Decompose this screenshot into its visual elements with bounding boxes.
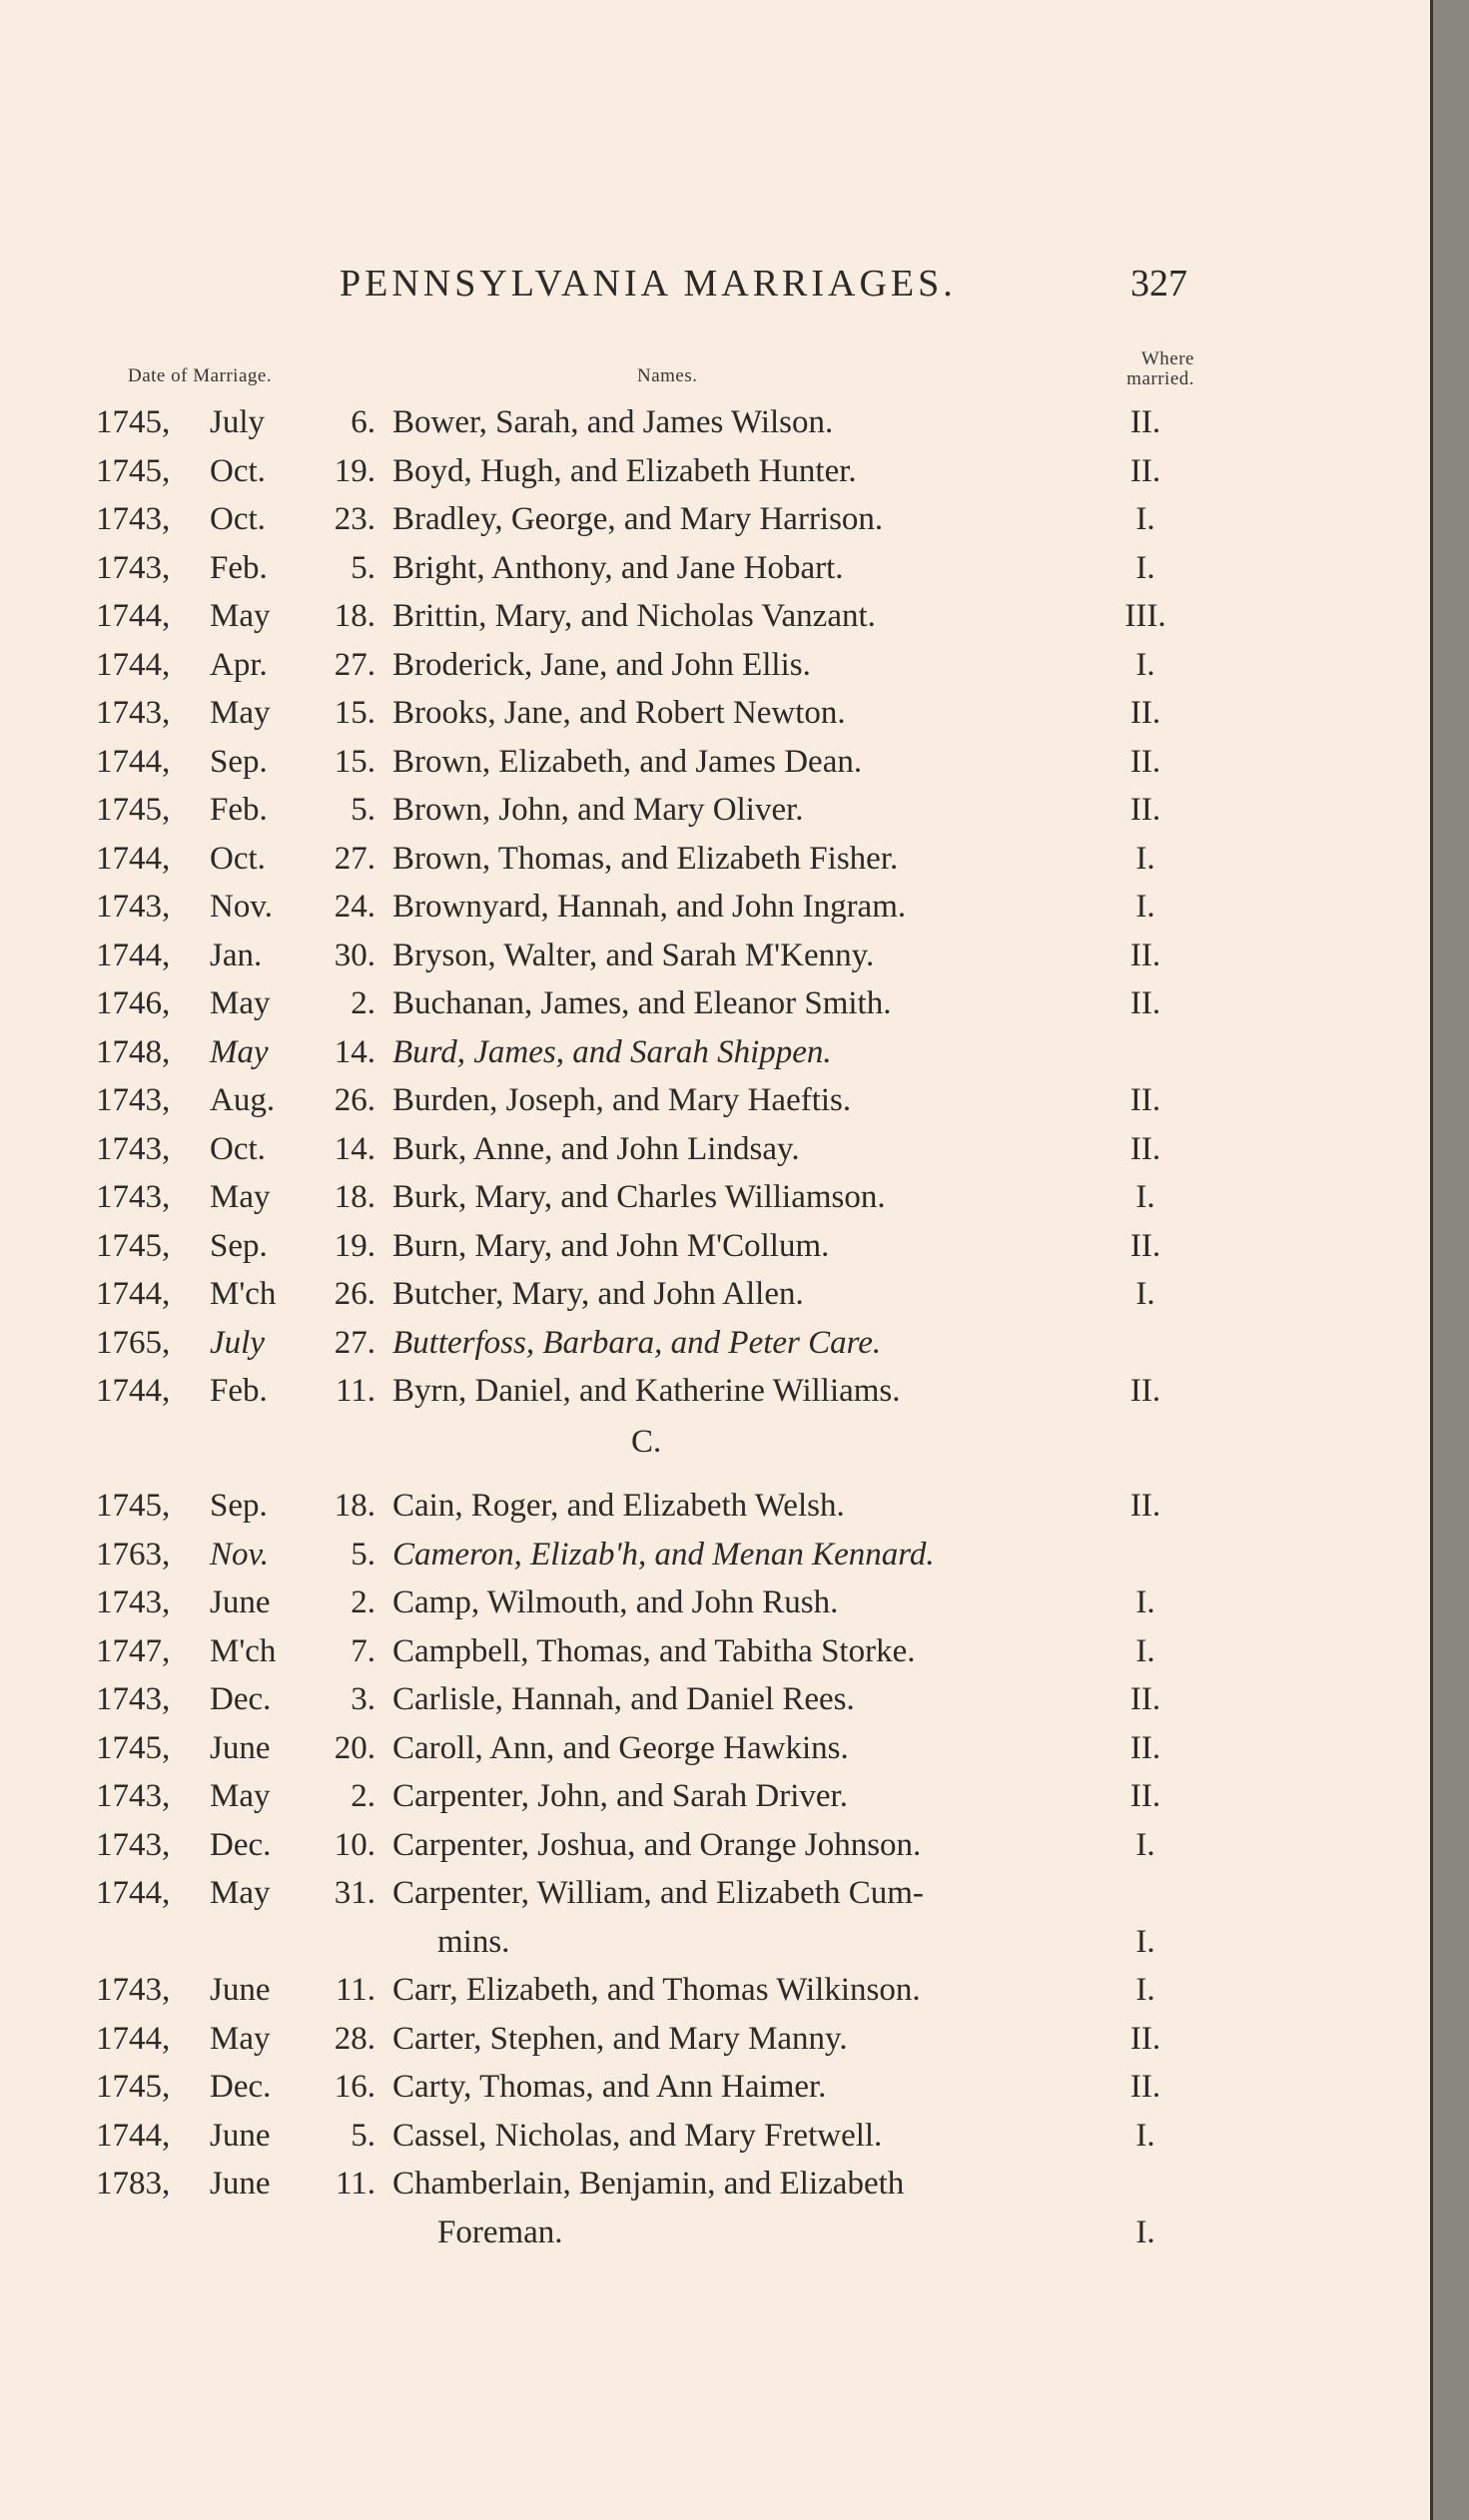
entry-month: Oct. — [210, 501, 266, 537]
column-header-names: Names. — [637, 365, 698, 386]
table-row — [0, 1875, 1430, 1923]
entry-month: May — [210, 1033, 269, 1070]
entry-day: 14. — [334, 1033, 375, 1070]
entry-day: 19. — [334, 1227, 375, 1264]
entry-where: II. — [1129, 2069, 1161, 2105]
entry-year: 1745, — [96, 404, 171, 440]
entry-year: 1745, — [96, 2069, 171, 2105]
entry-year: 1743, — [96, 501, 171, 537]
table-row — [0, 938, 1430, 985]
column-header-where-line1: Where — [1140, 348, 1194, 369]
entry-year: 1743, — [96, 1082, 171, 1118]
entry-year: 1744, — [96, 2117, 171, 2154]
entry-names: Boyd, Hugh, and Elizabeth Hunter. — [392, 452, 857, 489]
page-number: 327 — [1130, 263, 1187, 305]
entry-day: 10. — [334, 1826, 375, 1863]
entry-year: 1744, — [96, 937, 171, 973]
entry-day: 2. — [351, 1778, 375, 1814]
entry-names: Brown, Thomas, and Elizabeth Fisher. — [392, 840, 899, 877]
entry-day: 28. — [334, 2020, 375, 2057]
entry-month: May — [210, 598, 271, 634]
entry-day: 18. — [334, 1488, 375, 1524]
entry-month: June — [210, 2166, 271, 2202]
entry-names: Burk, Anne, and John Lindsay. — [392, 1130, 800, 1167]
entry-year: 1765, — [96, 1324, 171, 1361]
table-row — [0, 2166, 1430, 2213]
entry-day: 20. — [334, 1729, 375, 1766]
entry-year: 1744, — [96, 1276, 171, 1312]
table-row — [0, 2118, 1430, 2166]
entry-year: 1744, — [96, 646, 171, 683]
entry-day: 23. — [334, 501, 375, 537]
entry-where: I. — [1135, 1923, 1155, 1960]
entry-year: 1743, — [96, 1826, 171, 1863]
entry-year: 1745, — [96, 1488, 171, 1524]
table-row — [0, 453, 1430, 501]
entry-month: May — [210, 1179, 271, 1215]
entry-month: Sep. — [210, 1488, 268, 1524]
entry-where: II. — [1129, 743, 1161, 780]
entry-day: 5. — [351, 549, 375, 586]
entry-names: Bryson, Walter, and Sarah M'Kenny. — [392, 937, 875, 973]
table-row — [0, 1325, 1430, 1373]
entry-day: 26. — [334, 1082, 375, 1118]
entry-where: II. — [1129, 1778, 1161, 1814]
entry-year: 1745, — [96, 792, 171, 828]
entry-names: Burk, Mary, and Charles Williamson. — [392, 1179, 886, 1215]
entry-year: 1743, — [96, 1778, 171, 1814]
table-row — [0, 744, 1430, 792]
entry-where: I. — [1135, 646, 1155, 683]
entry-year: 1743, — [96, 549, 171, 586]
table-row — [0, 1778, 1430, 1826]
entry-day: 5. — [351, 2117, 375, 2154]
entry-where: II. — [1129, 1227, 1161, 1264]
table-row — [0, 2021, 1430, 2069]
entry-month: June — [210, 1972, 271, 2008]
entry-where: II. — [1129, 452, 1161, 489]
entry-names-continuation: mins. — [437, 1923, 510, 1960]
entry-where: I. — [1135, 1276, 1155, 1312]
entry-month: June — [210, 2117, 271, 2154]
entry-where: II. — [1129, 695, 1161, 731]
entry-names: Burden, Joseph, and Mary Haeftis. — [392, 1082, 852, 1118]
entry-names: Broderick, Jane, and John Ellis. — [392, 646, 811, 683]
table-row — [0, 1537, 1430, 1584]
table-row — [0, 1373, 1430, 1421]
entry-where: II. — [1129, 1681, 1161, 1717]
entry-names: Bright, Anthony, and Jane Hobart. — [392, 549, 844, 586]
table-row — [0, 1681, 1430, 1729]
table-row — [0, 598, 1430, 646]
table-row — [0, 1633, 1430, 1681]
entry-names-continuation: Foreman. — [437, 2213, 563, 2250]
entry-day: 7. — [351, 1632, 375, 1669]
entry-where: II. — [1129, 1130, 1161, 1167]
table-row — [0, 501, 1430, 549]
entry-where: II. — [1129, 792, 1161, 828]
entry-month: Sep. — [210, 743, 268, 780]
table-row — [0, 1034, 1430, 1082]
entry-where: I. — [1135, 2117, 1155, 2154]
table-row — [0, 1131, 1430, 1179]
entry-names: Cameron, Elizab'h, and Menan Kennard. — [392, 1536, 935, 1573]
entry-where: II. — [1129, 937, 1161, 973]
entry-month: Aug. — [210, 1082, 276, 1118]
entry-month: Nov. — [210, 1536, 269, 1573]
entry-names: Camp, Wilmouth, and John Rush. — [392, 1584, 839, 1620]
entry-names: Buchanan, James, and Eleanor Smith. — [392, 985, 892, 1021]
entry-day: 16. — [334, 2069, 375, 2105]
table-row — [0, 1730, 1430, 1778]
entry-day: 2. — [351, 985, 375, 1021]
entry-year: 1744, — [96, 1373, 171, 1409]
entry-month: May — [210, 2020, 271, 2057]
entry-where: I. — [1135, 501, 1155, 537]
entry-day: 2. — [351, 1584, 375, 1620]
entry-day: 3. — [351, 1681, 375, 1717]
table-row — [0, 1179, 1430, 1227]
entry-month: Oct. — [210, 1130, 266, 1167]
entry-where: I. — [1135, 549, 1155, 586]
table-row-continuation — [0, 1924, 1430, 1972]
entry-month: Dec. — [210, 1826, 272, 1863]
entry-month: May — [210, 1875, 271, 1911]
entry-where: I. — [1135, 1584, 1155, 1620]
entry-names: Carr, Elizabeth, and Thomas Wilkinson. — [392, 1972, 921, 2008]
entry-year: 1744, — [96, 1875, 171, 1911]
entry-day: 19. — [334, 452, 375, 489]
entry-day: 31. — [334, 1875, 375, 1911]
table-row — [0, 1488, 1430, 1536]
entry-day: 27. — [334, 646, 375, 683]
entry-month: Feb. — [210, 1373, 268, 1409]
table-row — [0, 1082, 1430, 1130]
table-row — [0, 550, 1430, 598]
entry-month: May — [210, 695, 271, 731]
entry-month: Apr. — [210, 646, 268, 683]
entry-names: Carpenter, John, and Sarah Driver. — [392, 1778, 848, 1814]
column-header-date: Date of Marriage. — [128, 365, 273, 386]
section-letter: C. — [631, 1424, 662, 1460]
entry-year: 1745, — [96, 1227, 171, 1264]
table-row — [0, 2069, 1430, 2117]
entry-year: 1747, — [96, 1632, 171, 1669]
table-row — [0, 1228, 1430, 1276]
entry-year: 1746, — [96, 985, 171, 1021]
entry-names: Carter, Stephen, and Mary Manny. — [392, 2020, 848, 2057]
entry-month: Oct. — [210, 452, 266, 489]
entry-year: 1783, — [96, 2166, 171, 2202]
entry-names: Cassel, Nicholas, and Mary Fretwell. — [392, 2117, 883, 2154]
entry-where: I. — [1135, 1632, 1155, 1669]
entry-day: 14. — [334, 1130, 375, 1167]
table-row — [0, 1584, 1430, 1632]
running-head — [0, 262, 1430, 312]
entry-names: Brown, Elizabeth, and James Dean. — [392, 743, 863, 780]
entry-month: June — [210, 1729, 271, 1766]
entry-names: Burn, Mary, and John M'Collum. — [392, 1227, 830, 1264]
entry-year: 1743, — [96, 1681, 171, 1717]
table-row — [0, 889, 1430, 937]
entry-names: Butterfoss, Barbara, and Peter Care. — [392, 1324, 882, 1361]
entry-day: 30. — [334, 937, 375, 973]
entry-where: II. — [1129, 1729, 1161, 1766]
entry-names: Chamberlain, Benjamin, and Elizabeth — [392, 2166, 905, 2202]
table-row — [0, 792, 1430, 840]
table-row — [0, 985, 1430, 1033]
column-header-where-line2: married. — [1126, 368, 1194, 389]
entry-year: 1744, — [96, 2020, 171, 2057]
table-row — [0, 647, 1430, 695]
entry-month: Dec. — [210, 2069, 272, 2105]
entry-names: Butcher, Mary, and John Allen. — [392, 1276, 804, 1312]
entry-where: II. — [1129, 404, 1161, 440]
entry-day: 27. — [334, 840, 375, 877]
entry-day: 24. — [334, 889, 375, 925]
table-row — [0, 1827, 1430, 1875]
entry-names: Brownyard, Hannah, and John Ingram. — [392, 889, 907, 925]
entry-where: II. — [1129, 985, 1161, 1021]
table-row — [0, 841, 1430, 889]
entry-year: 1743, — [96, 1179, 171, 1215]
entry-day: 5. — [351, 792, 375, 828]
entry-day: 11. — [335, 1972, 375, 2008]
entry-month: May — [210, 985, 271, 1021]
entry-names: Brooks, Jane, and Robert Newton. — [392, 695, 846, 731]
entry-day: 5. — [351, 1536, 375, 1573]
entry-month: July — [210, 1324, 265, 1361]
entry-year: 1743, — [96, 889, 171, 925]
entry-day: 18. — [334, 598, 375, 634]
entry-names: Campbell, Thomas, and Tabitha Storke. — [392, 1632, 916, 1669]
entry-where: I. — [1135, 889, 1155, 925]
entry-year: 1743, — [96, 695, 171, 731]
entry-names: Caroll, Ann, and George Hawkins. — [392, 1729, 849, 1766]
entry-day: 15. — [334, 743, 375, 780]
table-row-continuation — [0, 2214, 1430, 2262]
entry-year: 1745, — [96, 452, 171, 489]
table-row — [0, 1276, 1430, 1324]
entry-year: 1745, — [96, 1729, 171, 1766]
entry-where: I. — [1135, 2213, 1155, 2250]
entry-where: I. — [1135, 1826, 1155, 1863]
entry-names: Carpenter, Joshua, and Orange Johnson. — [392, 1826, 922, 1863]
entry-names: Burd, James, and Sarah Shippen. — [392, 1033, 832, 1070]
entry-month: Oct. — [210, 840, 266, 877]
entry-where: III. — [1124, 598, 1166, 634]
entry-month: M'ch — [210, 1632, 277, 1669]
entry-day: 18. — [334, 1179, 375, 1215]
entry-day: 26. — [334, 1276, 375, 1312]
entry-month: July — [210, 404, 266, 440]
entry-names: Bradley, George, and Mary Harrison. — [392, 501, 884, 537]
table-row — [0, 1972, 1430, 2020]
entry-year: 1743, — [96, 1972, 171, 2008]
entry-day: 11. — [335, 2166, 375, 2202]
entry-month: M'ch — [210, 1276, 277, 1312]
entry-day: 15. — [334, 695, 375, 731]
entry-where: I. — [1135, 1179, 1155, 1215]
entry-where: II. — [1129, 1488, 1161, 1524]
entry-where: II. — [1129, 1082, 1161, 1118]
entry-year: 1763, — [96, 1536, 171, 1573]
entry-names: Brown, John, and Mary Oliver. — [392, 792, 804, 828]
entry-month: Sep. — [210, 1227, 268, 1264]
entry-month: Dec. — [210, 1681, 272, 1717]
entry-year: 1748, — [96, 1033, 171, 1070]
entry-month: Jan. — [210, 937, 263, 973]
page-title: PENNSYLVANIA MARRIAGES. — [340, 263, 957, 305]
entry-year: 1744, — [96, 840, 171, 877]
entry-names: Brittin, Mary, and Nicholas Vanzant. — [392, 598, 876, 634]
entry-year: 1744, — [96, 598, 171, 634]
entry-month: Feb. — [210, 549, 268, 586]
entry-names: Carty, Thomas, and Ann Haimer. — [392, 2069, 827, 2105]
entry-month: May — [210, 1778, 271, 1814]
entry-year: 1744, — [96, 743, 171, 780]
entry-year: 1743, — [96, 1130, 171, 1167]
entry-month: June — [210, 1584, 271, 1620]
entry-month: Feb. — [210, 792, 268, 828]
entry-names: Byrn, Daniel, and Katherine Williams. — [392, 1373, 901, 1409]
entry-where: II. — [1129, 1373, 1161, 1409]
entry-day: 11. — [335, 1373, 375, 1409]
entry-names: Cain, Roger, and Elizabeth Welsh. — [392, 1488, 845, 1524]
entry-where: II. — [1129, 2020, 1161, 2057]
entry-names: Carlisle, Hannah, and Daniel Rees. — [392, 1681, 855, 1717]
entry-day: 27. — [334, 1324, 375, 1361]
entry-day: 6. — [351, 404, 375, 440]
column-header-where — [1087, 349, 1194, 389]
entry-names: Carpenter, William, and Elizabeth Cum- — [392, 1875, 924, 1911]
entry-year: 1743, — [96, 1584, 171, 1620]
table-row — [0, 404, 1430, 452]
table-row — [0, 695, 1430, 743]
entry-where: I. — [1135, 1972, 1155, 2008]
entry-month: Nov. — [210, 889, 273, 925]
entry-where: I. — [1135, 840, 1155, 877]
entry-names: Bower, Sarah, and James Wilson. — [392, 404, 834, 440]
